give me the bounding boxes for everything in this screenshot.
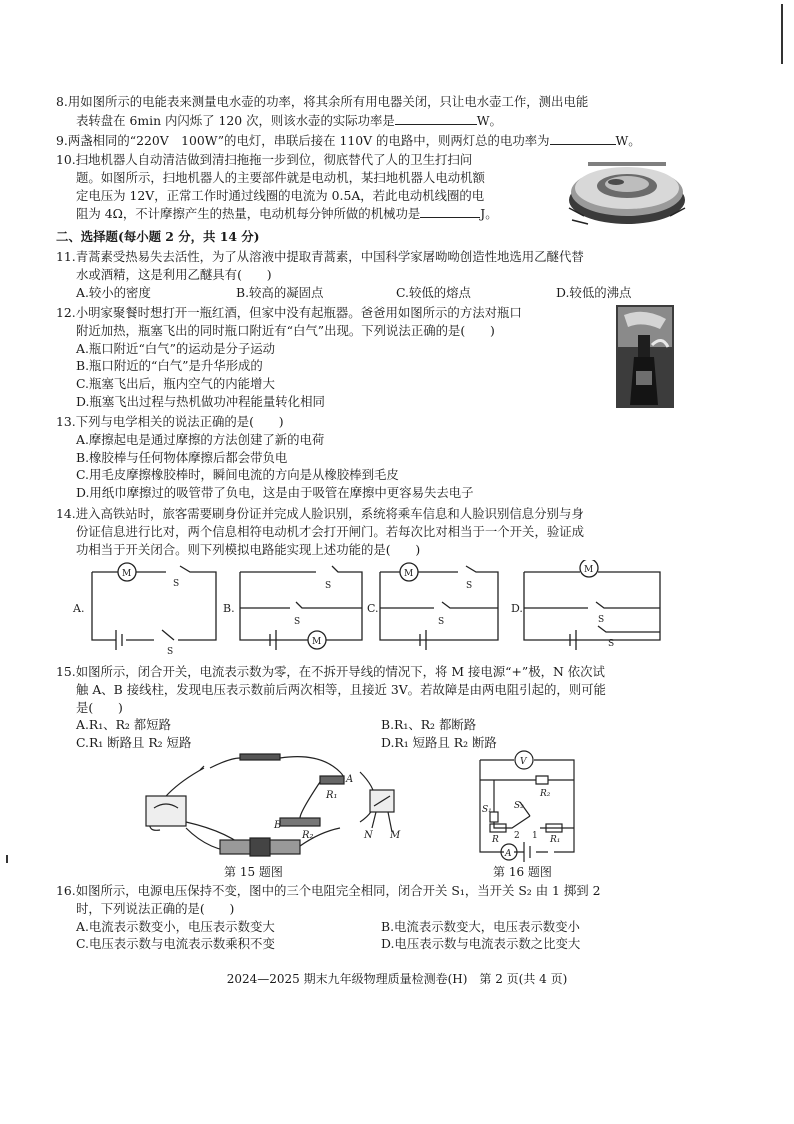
- resistor-r2-label: R₂: [302, 830, 314, 841]
- label-b: B.: [223, 602, 235, 615]
- terminal-a-label: A: [346, 774, 354, 785]
- question-15: [56, 663, 746, 752]
- question-9-line: 9.两盏相同的“220V 100W”的电灯，串联后接在 110V 的电路中，则两灯总的电功率为 W。: [56, 133, 641, 148]
- question-16-circuit: [474, 746, 584, 864]
- question-13-line-1: 13.下列与电学相关的说法正确的是( ): [56, 414, 284, 429]
- option-c[interactable]: C.R₁ 断路且 R₂ 短路: [76, 735, 192, 751]
- option-d[interactable]: D.电压表示数与电流表示数之比变大: [381, 936, 581, 952]
- voltmeter-symbol: V: [520, 757, 527, 767]
- option-b[interactable]: B.R₁、R₂ 都断路: [381, 717, 477, 733]
- label-c: C.: [367, 602, 379, 615]
- wine-bottle-photo: [616, 305, 674, 408]
- switch-label: S: [325, 581, 332, 591]
- option-d[interactable]: D.用纸巾摩擦过的吸管带了负电，这是由于吸管在摩擦中更容易失去电子: [76, 485, 474, 501]
- option-d[interactable]: D.R₁ 短路且 R₂ 断路: [381, 735, 497, 751]
- switch-label: S: [438, 617, 445, 627]
- motor-symbol: M: [404, 569, 414, 579]
- option-c[interactable]: C.电压表示数与电流表示数乘积不变: [76, 936, 275, 952]
- option-a[interactable]: A.摩擦起电是通过摩擦的方法创建了新的电荷: [76, 431, 325, 447]
- question-10-line-2: 题。如图所示，扫地机器人的主要部件就是电动机，某扫地机器人电动机额: [76, 169, 485, 185]
- switch-label: S: [167, 647, 174, 657]
- question-15-options-row-1: [56, 716, 746, 734]
- question-11: [56, 248, 746, 301]
- option-a[interactable]: A.R₁、R₂ 都短路: [76, 717, 171, 733]
- resistor-r1-label: R₁: [326, 790, 338, 801]
- question-13: [56, 413, 746, 502]
- switch-label: S: [294, 617, 301, 627]
- question-16-line-1: 16.如图所示，电源电压保持不变，图中的三个电阻完全相同，闭合开关 S₁，当开关 S₂ 由 1 掷到 2: [56, 883, 601, 898]
- question-14-line-1: 14.进入高铁站时，旅客需要刷身份证并完成人脸识别，系统将乘车信息和人脸识别信息分别与身: [56, 506, 584, 521]
- question-14-line-3: 功相当于开关闭合。则下列模拟电路能实现上述功能的是( ): [76, 541, 421, 557]
- page-footer: 2024—2025 期末九年级物理质量检测卷(H) 第 2 页(共 4 页): [226, 972, 568, 986]
- label-a: A.: [73, 602, 85, 615]
- option-d[interactable]: D.较低的沸点: [556, 284, 632, 300]
- switch-s1-label: S₁: [482, 805, 492, 815]
- question-14-line-2: 份证信息进行比对，两个信息相符电动机才会打开闸门。若每次比对相当于一个开关，验证成: [76, 523, 585, 539]
- question-14-circuits: [70, 560, 690, 660]
- question-8-line-1: 8.用如图所示的电能表来测量电水壶的功率，将其余所有用电器关闭，只让电水壶工作，测出电能: [56, 94, 589, 109]
- switch-label: S: [608, 639, 615, 649]
- option-b[interactable]: B.橡胶棒与任何物体摩擦后都会带负电: [76, 449, 288, 465]
- question-16-options-row-1: [56, 918, 746, 936]
- question-10-line-3: 定电压为 12V，正常工作时通过线圈的电流为 0.5A，若此电动机线圈的电: [76, 187, 485, 203]
- question-16-options-row-2: [56, 935, 746, 953]
- resistor-r1-label: R₁: [550, 835, 561, 845]
- question-9: [56, 131, 746, 150]
- answer-blank[interactable]: [395, 111, 477, 125]
- question-15-line-2: 触 A、B 接线柱，发现电压表示数前后两次相等，且接近 3V。若故障是由两电阻引起的，则可能: [76, 681, 606, 697]
- probe-m-label: M: [390, 830, 401, 841]
- question-16-caption: 第 16 题图: [493, 865, 552, 879]
- option-c[interactable]: C.用毛皮摩擦橡胶棒时，瞬间电流的方向是从橡胶棒到毛皮: [76, 467, 399, 483]
- question-11-options: [56, 284, 746, 302]
- question-11-line-1: 11.青蒿素受热易失去活性，为了从溶液中提取青蒿素，中国科学家屠呦呦创造性地选用乙醚代替: [56, 249, 584, 264]
- switch-label: S: [173, 579, 180, 589]
- option-d[interactable]: D.瓶塞飞出过程与热机做功冲程能量转化相同: [76, 393, 325, 409]
- switch-label: S: [598, 615, 605, 625]
- question-10-line-1: 10.扫地机器人自动清洁做到清扫拖拖一步到位，彻底替代了人的卫生打扫问: [56, 152, 473, 167]
- option-b[interactable]: B.较高的凝固点: [236, 284, 324, 300]
- motor-symbol: M: [122, 569, 132, 579]
- question-15-options-row-2: [56, 734, 746, 752]
- contact-1-label: 1: [532, 831, 538, 841]
- answer-blank[interactable]: [420, 204, 480, 218]
- question-8-line-2: 表转盘在 6min 内闪烁了 120 次，则该水壶的实际功率是 W。: [76, 112, 502, 128]
- circuit-b[interactable]: [240, 566, 362, 650]
- question-15-circuit-photo: [140, 752, 430, 862]
- option-c[interactable]: C.较低的熔点: [396, 284, 471, 300]
- question-12-line-2: 附近加热，瓶塞飞出的同时瓶口附近有“白气”出现。下列说法正确的是( ): [76, 322, 495, 338]
- question-16: [56, 882, 746, 953]
- probe-n-label: N: [364, 830, 373, 841]
- circuit-c[interactable]: [380, 563, 498, 650]
- switch-label: S: [466, 581, 473, 591]
- scan-edge-mark: [781, 4, 783, 64]
- answer-blank[interactable]: [550, 131, 616, 145]
- question-15-line-1: 15.如图所示，闭合开关，电流表示数为零，在不拆开导线的情况下，将 M 接电源“+”极，N 依次试: [56, 664, 605, 679]
- question-10-line-4: 阻为 4Ω，不计摩擦产生的热量，电动机每分钟所做的机械功是 J。: [76, 206, 498, 222]
- option-b[interactable]: B.电流表示数变大，电压表示数变小: [381, 918, 580, 934]
- contact-2-label: 2: [514, 831, 520, 841]
- switch-s2-label: S₂: [514, 801, 524, 811]
- section-2-title: 二、选择题(每小题 2 分，共 14 分): [56, 229, 260, 244]
- option-a[interactable]: A.瓶口附近“白气”的运动是分子运动: [76, 340, 276, 356]
- question-8: [56, 93, 746, 130]
- question-14: [56, 505, 746, 558]
- ammeter-symbol: A: [505, 849, 512, 859]
- robot-vacuum-image: [566, 150, 688, 230]
- option-a[interactable]: A.电流表示数变小，电压表示数变大: [76, 918, 275, 934]
- question-11-line-2: 水或酒精，这是利用乙醚具有( ): [76, 266, 272, 282]
- scan-edge-mark-left: [6, 855, 8, 863]
- motor-symbol: M: [584, 565, 594, 575]
- option-a[interactable]: A.较小的密度: [76, 284, 151, 300]
- resistor-r-label: R: [492, 835, 499, 845]
- question-12-line-1: 12.小明家聚餐时想打开一瓶红酒，但家中没有起瓶器。爸爸用如图所示的方法对瓶口: [56, 305, 522, 320]
- question-16-line-2: 时，下列说法正确的是( ): [76, 900, 235, 916]
- motor-symbol: M: [312, 637, 322, 647]
- section-2-heading: [56, 228, 746, 246]
- circuit-a[interactable]: [92, 563, 216, 650]
- resistor-r2-label: R₂: [540, 789, 551, 799]
- terminal-b-label: B: [274, 820, 282, 831]
- question-15-caption: 第 15 题图: [224, 865, 283, 879]
- option-c[interactable]: C.瓶塞飞出后，瓶内空气的内能增大: [76, 376, 275, 392]
- label-d: D.: [511, 602, 523, 615]
- question-15-line-3: 是( ): [76, 699, 123, 715]
- option-b[interactable]: B.瓶口附近的“白气”是升华形成的: [76, 358, 263, 374]
